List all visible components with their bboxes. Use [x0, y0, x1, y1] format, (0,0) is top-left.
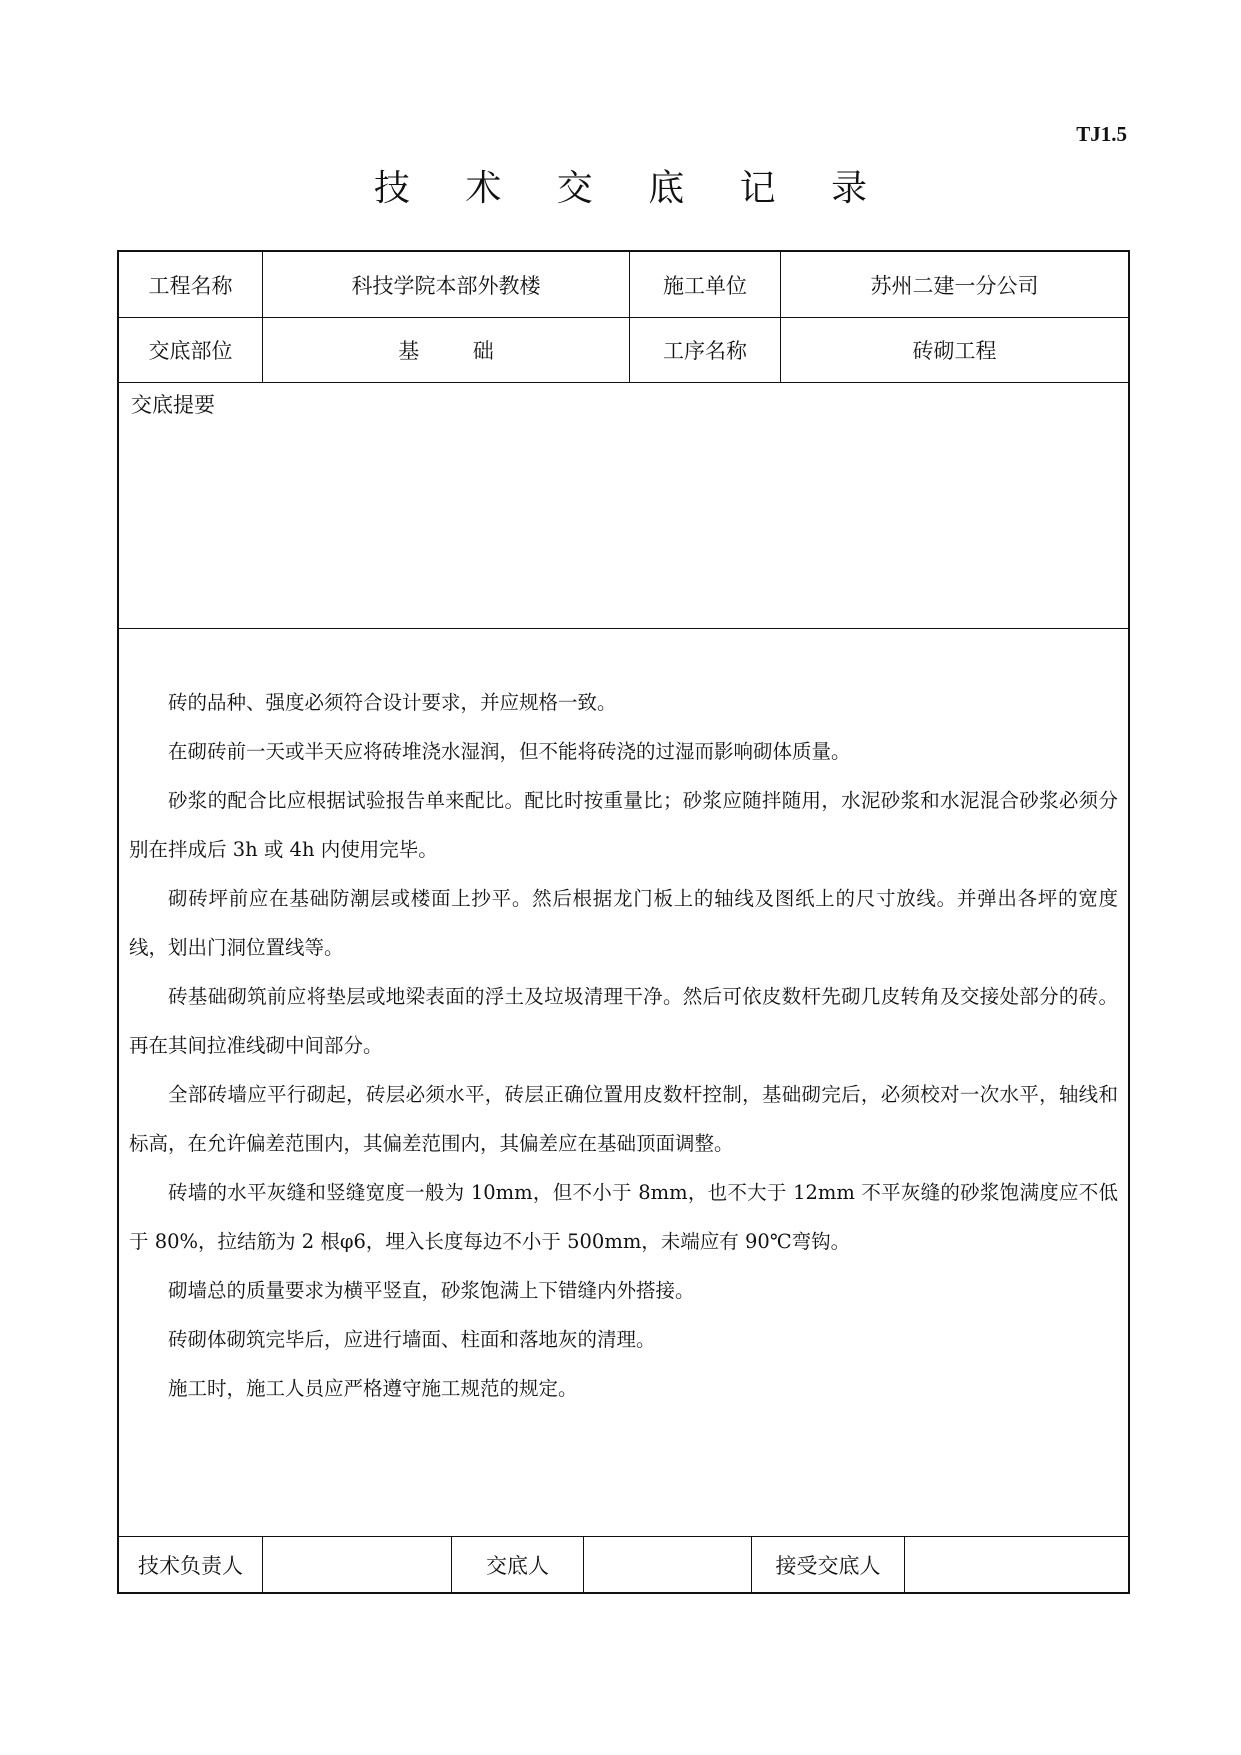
- presenter-label: 交底人: [451, 1537, 583, 1592]
- content-paragraph: 全部砖墙应平行砌起，砖层必须水平，砖层正确位置用皮数杆控制，基础砌完后，必须校对一次水平，轴线和标高，在允许偏差范围内，其偏差范围内，其偏差应在基础顶面调整。: [129, 1083, 1118, 1155]
- part-value: 基 础: [262, 318, 629, 382]
- content-paragraph: 施工时，施工人员应严格遵守施工规范的规定。: [168, 1377, 578, 1400]
- receiver-label: 接受交底人: [751, 1537, 904, 1592]
- construction-unit-label: 施工单位: [629, 252, 780, 317]
- content-section: [119, 629, 1128, 1537]
- content-paragraph: 砖基础砌筑前应将垫层或地梁表面的浮土及垃圾清理干净。然后可依皮数杆先砌几皮转角及交接处部分的砖。再在其间拉准线砌中间部分。: [129, 985, 1118, 1057]
- project-name-value: 科技学院本部外教楼: [262, 252, 629, 317]
- content-paragraph: 砖砌体砌筑完毕后，应进行墙面、柱面和落地灰的清理。: [168, 1328, 656, 1351]
- construction-unit-value: 苏州二建一分公司: [780, 252, 1128, 317]
- record-form: [117, 250, 1130, 1594]
- content-paragraph: 砌砖坪前应在基础防潮层或楼面上抄平。然后根据龙门板上的轴线及图纸上的尺寸放线。并弹出各坪的宽度线，划出门洞位置线等。: [129, 887, 1118, 959]
- header-row-part: [119, 318, 1128, 383]
- content-paragraph: 砂浆的配合比应根据试验报告单来配比。配比时按重量比；砂浆应随拌随用，水泥砂浆和水泥混合砂浆必须分别在拌成后 3h 或 4h 内使用完毕。: [129, 789, 1118, 861]
- content-body: [119, 678, 1128, 1413]
- tech-lead-value: [262, 1537, 451, 1592]
- content-paragraph: 在砌砖前一天或半天应将砖堆浇水湿润，但不能将砖浇的过湿而影响砌体质量。: [168, 740, 851, 763]
- presenter-value: [583, 1537, 751, 1592]
- part-label: 交底部位: [148, 339, 233, 363]
- signature-row: [119, 1537, 1128, 1592]
- content-paragraph: 砖的品种、强度必须符合设计要求，并应规格一致。: [168, 691, 617, 714]
- summary-section: [119, 383, 1128, 629]
- process-name-label: 工序名称: [629, 318, 780, 382]
- tech-lead-label: 技术负责人: [138, 1553, 243, 1578]
- form-code: TJ1.5: [1076, 122, 1127, 146]
- content-paragraph: 砌墙总的质量要求为横平竖直，砂浆饱满上下错缝内外搭接。: [168, 1279, 695, 1302]
- content-paragraph: 砖墙的水平灰缝和竖缝宽度一般为 10mm，但不小于 8mm，也不大于 12mm 不平灰缝的砂浆饱满度应不低于 80%，拉结筋为 2 根φ6，埋入长度每边不小于 500mm，未端应有 90℃弯钩。: [129, 1181, 1118, 1253]
- summary-label: 交底提要: [131, 393, 215, 417]
- page-title: 技 术 交 底 记 录: [373, 168, 890, 209]
- receiver-value: [904, 1537, 1128, 1592]
- process-name-value: 砖砌工程: [780, 318, 1128, 382]
- project-name-label: 工程名称: [148, 273, 233, 298]
- header-row-project: [119, 252, 1128, 318]
